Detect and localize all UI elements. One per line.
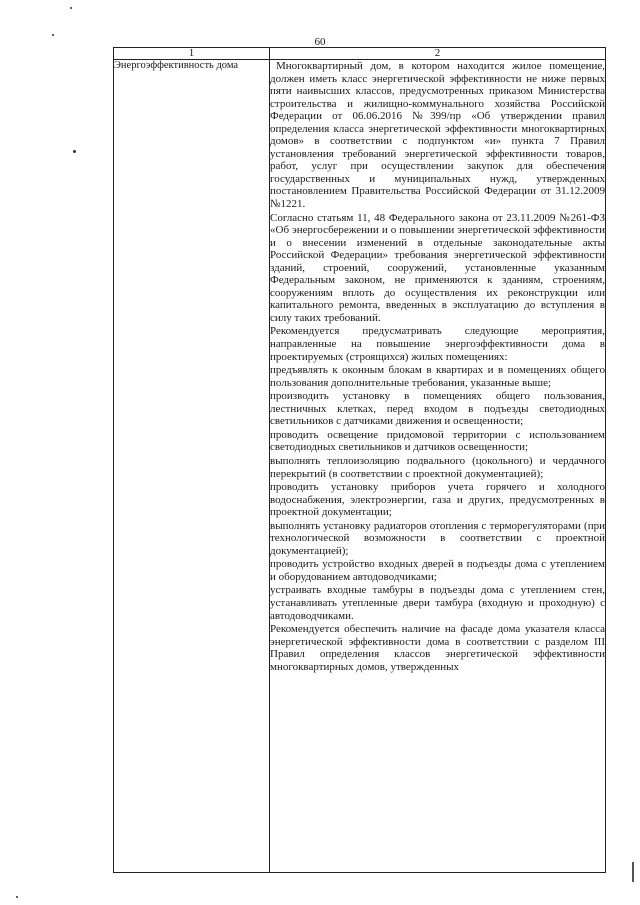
scan-speck bbox=[73, 150, 76, 153]
list-item: выполнять установку радиаторов отопления с терморегуляторами (при технологической возможности в соответствии с проектной документацией); bbox=[270, 519, 605, 557]
table-header-row bbox=[114, 48, 606, 60]
list-item: производить установку в помещениях общего пользования, лестничных клетках, перед входом в подъезды светодиодных светильников с датчиками движения и освещенности; bbox=[270, 390, 605, 428]
page-number: 60 bbox=[314, 36, 326, 48]
scan-speck bbox=[70, 7, 72, 9]
scan-speck bbox=[52, 34, 54, 36]
list-item: устраивать входные тамбуры в подъезды дома с утеплением стен, устанавливать утепленные двери тамбура (входную и проходную) с автодоводчиками. bbox=[270, 584, 605, 622]
requirements-table bbox=[113, 47, 606, 873]
paragraph-facade-sign: Рекомендуется обеспечить наличие на фасаде дома указателя класса энергетической эффективности дома в соответствии с разделом III Правил определения классов энергетической эффективности многоквартирных домов, утвержденных bbox=[270, 623, 605, 673]
list-item: проводить освещение придомовой территории с использованием светодиодных светильников и датчиков освещенности; bbox=[270, 428, 605, 454]
table-row bbox=[114, 60, 606, 873]
row-label: Энергоэффективность дома bbox=[114, 60, 270, 873]
scan-speck bbox=[16, 896, 18, 898]
list-item: проводить установку приборов учета горячего и холодного водоснабжения, электроэнергии, газа и других, предусмотренных в проектной документации; bbox=[270, 481, 605, 519]
list-item: выполнять теплоизоляцию подвального (цокольного) и чердачного перекрытий (в соответствии с проектной документацией); bbox=[270, 454, 605, 480]
scan-edge-mark bbox=[632, 862, 634, 882]
paragraph-energy-class: Многоквартирный дом, в котором находится жилое помещение, должен иметь класс энергетической эффективности не ниже первых пяти наивысших классов, предусмотренных приказом Министерства строительства и жилищно-коммунального хозяйства Российской Федерации от 06.06.2016 №399/пр «Об утверждении правил определения класса энергетической эффективности многоквартирных домов» в соответствии с подпунктом «и» пункта 7 Правил установления требований энергетической эффективности товаров, работ, услуг при осуществлении закупок для обеспечения государственных и муниципальных нужд, утвержденных постановлением Правительства Российской Федерации от 31.12.2009 №1221. bbox=[270, 60, 605, 211]
column-number-1: 1 bbox=[114, 48, 270, 60]
list-item: проводить устройство входных дверей в подъезды дома с утеплением и оборудованием автодоводчиками; bbox=[270, 558, 605, 583]
requirements-text-cell bbox=[270, 60, 606, 873]
list-item: предъявлять к оконным блокам в квартирах и в помещениях общего пользования дополнительные требования, указанные выше; bbox=[270, 364, 605, 389]
column-number-2: 2 bbox=[270, 48, 606, 60]
paragraph-federal-law: Согласно статьям 11, 48 Федерального закона от 23.11.2009 №261-ФЗ «Об энергосбережении и о повышении энергетической эффективности и о внесении изменений в отдельные законодательные акты Российской Федерации» требования энергетической эффективности зданий, строений, сооружений, установленные указанным Федеральным законом, не применяются к зданиям, строениям, сооружениям вплоть до осуществления их реконструкции или капитального ремонта, введенных в эксплуатацию до вступления в силу таких требований. bbox=[270, 211, 605, 324]
paragraph-recommendations-intro: Рекомендуется предусматривать следующие мероприятия, направленные на повышение энергоэффективности дома в проектируемых (строящихся) жилых помещениях: bbox=[270, 325, 605, 363]
